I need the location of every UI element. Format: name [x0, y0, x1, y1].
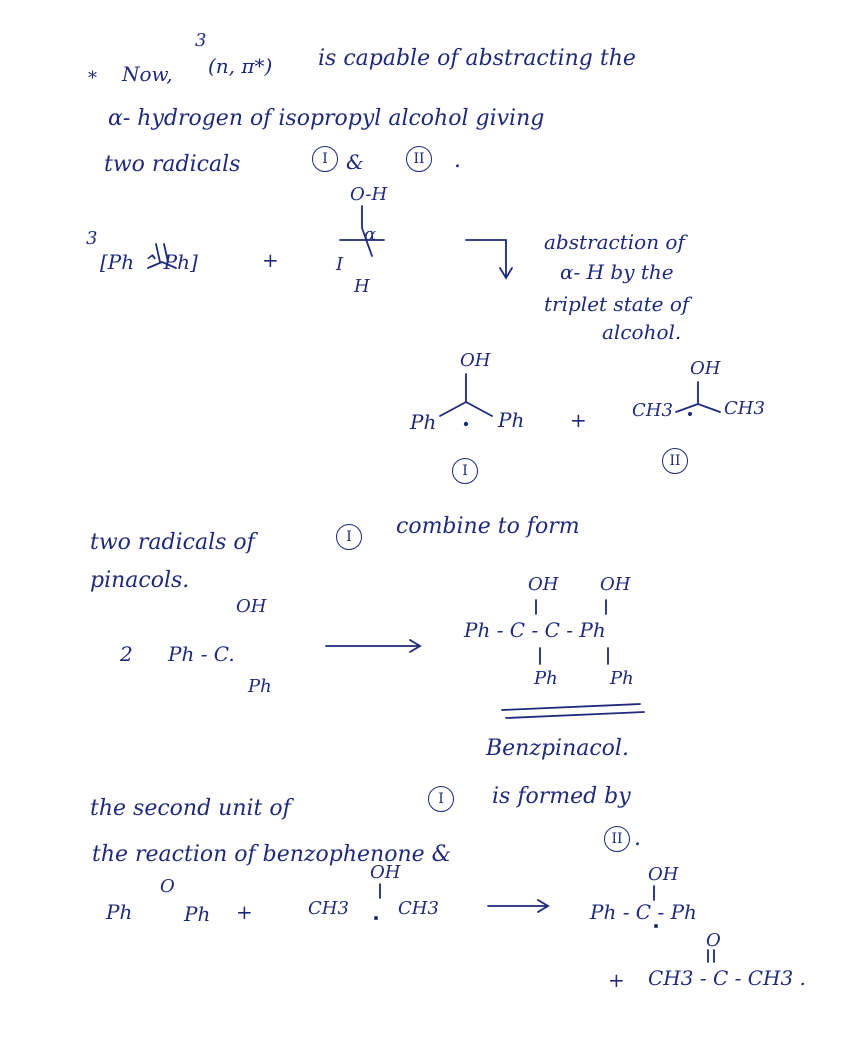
abstraction-arrow	[466, 240, 512, 278]
product-plus: +	[570, 408, 587, 432]
combine-label-I: I	[336, 524, 362, 550]
pinacol-arrow	[326, 640, 420, 652]
alpha-label: α	[364, 224, 377, 245]
benzpinacol-ph2: Ph	[610, 668, 634, 689]
product2-label-II: II	[662, 448, 688, 474]
radical-II-badge: II	[406, 146, 432, 172]
radical-dot-1	[464, 422, 468, 426]
acetone-o: O	[706, 930, 721, 951]
benzpinacol-ph1: Ph	[534, 668, 558, 689]
product2-ch3-left: CH3	[632, 400, 673, 421]
second-period: .	[634, 826, 641, 851]
intro-state: (n, π*)	[208, 54, 273, 78]
final-ph-right: Ph	[184, 902, 211, 926]
note-line2: α- H by the	[560, 260, 674, 284]
final-oxo: O	[160, 876, 175, 897]
final-ch3-right: CH3	[398, 898, 439, 919]
final-ch3-left: CH3	[308, 898, 349, 919]
second-label-II: II	[604, 826, 630, 852]
combine-line1a: two radicals of	[90, 530, 255, 555]
radical-dot-2	[688, 412, 692, 416]
final-plus2: +	[608, 968, 625, 992]
second-line1b: is formed by	[492, 784, 631, 809]
note-line3: triplet state of	[544, 292, 690, 316]
product2-oh: OH	[690, 358, 721, 379]
alcohol-h: H	[354, 276, 370, 297]
product2-skeleton	[676, 382, 720, 412]
intro-superscript: 3	[195, 30, 207, 51]
benzpinacol-main: Ph - C - C - Ph	[464, 618, 606, 642]
acetone-carbonyl	[708, 950, 714, 962]
reactant-oh: OH	[236, 596, 267, 617]
triplet-superscript: 3	[86, 228, 98, 249]
reactant-ph-c: Ph - C.	[168, 642, 235, 666]
product2-ch3-right: CH3	[724, 398, 765, 419]
second-line1a: the second unit of	[90, 796, 291, 821]
intro-period: .	[454, 148, 461, 173]
alcohol-left-label: I	[336, 254, 344, 275]
final-mid-oh: OH	[370, 862, 401, 883]
alcohol-skeleton	[340, 206, 384, 256]
and-symbol: &	[346, 150, 364, 174]
step1-plus: +	[262, 248, 279, 272]
benzpinacol-underline	[502, 704, 644, 718]
final-plus: +	[236, 900, 253, 924]
product1-ph-left: Ph	[410, 410, 437, 434]
reactant-ph-bottom: Ph	[248, 676, 272, 697]
final-prod-oh: OH	[648, 864, 679, 885]
final-prod: Ph - C - Ph	[590, 900, 697, 924]
second-label-I: I	[428, 786, 454, 812]
combine-line2: pinacols.	[90, 568, 190, 593]
final-ph-left: Ph	[106, 900, 133, 924]
product1-oh: OH	[460, 350, 491, 371]
intro-line3: two radicals	[104, 152, 241, 177]
benzophenone-triplet: [Ph ⌃ Ph]	[100, 250, 198, 274]
acetone: CH3 - C - CH3 .	[648, 966, 806, 990]
product1-label-I: I	[452, 458, 478, 484]
benzpinacol-oh2: OH	[600, 574, 631, 595]
final-product-dot	[654, 924, 658, 928]
intro-now: Now,	[122, 62, 173, 86]
alcohol-oh: O-H	[350, 184, 388, 205]
benzpinacol-oh1: OH	[528, 574, 559, 595]
radical-I-badge: I	[312, 146, 338, 172]
coefficient: 2	[120, 642, 133, 666]
combine-line1b: combine to form	[396, 514, 580, 539]
benzpinacol-name: Benzpinacol.	[486, 736, 629, 761]
note-line1: abstraction of	[544, 230, 685, 254]
bullet: *	[88, 68, 97, 89]
second-line2: the reaction of benzophenone &	[92, 842, 452, 867]
product1-skeleton	[440, 374, 492, 416]
intro-line1: is capable of abstracting the	[318, 46, 636, 71]
intro-line2: α- hydrogen of isopropyl alcohol giving	[108, 106, 545, 131]
product1-ph-right: Ph	[498, 408, 525, 432]
final-arrow	[488, 900, 548, 912]
note-line4: alcohol.	[602, 320, 682, 344]
final-radical-dot	[374, 916, 378, 920]
